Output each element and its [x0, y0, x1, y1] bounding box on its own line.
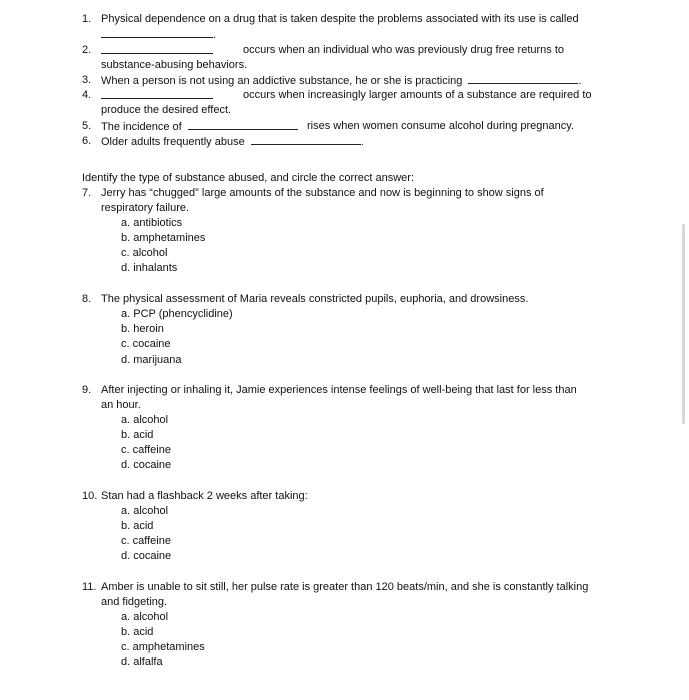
answer-blank[interactable] — [101, 43, 213, 54]
question-text-row — [101, 119, 298, 135]
answer-option[interactable]: b. amphetamines — [121, 232, 206, 244]
question-text: occurs when an individual who was previously drug free returns to — [243, 44, 564, 56]
answer-blank-row — [101, 27, 216, 43]
answer-option[interactable]: d. alfalfa — [121, 656, 163, 668]
question-text-row — [101, 134, 364, 150]
question-text: rises when women consume alcohol during pregnancy. — [307, 120, 574, 132]
answer-blank[interactable] — [101, 88, 213, 99]
question-text: Amber is unable to sit still, her pulse rate is greater than 120 beats/min, and she is constantly talking — [101, 581, 589, 593]
question-number: 10. — [82, 490, 98, 502]
question-text: The physical assessment of Maria reveals constricted pupils, euphoria, and drowsiness. — [101, 293, 529, 305]
question-text: After injecting or inhaling it, Jamie experiences intense feelings of well-being that last for less than — [101, 384, 577, 396]
instructions: Identify the type of substance abused, and circle the correct answer: — [82, 172, 415, 184]
question-text: Stan had a flashback 2 weeks after taking: — [101, 490, 308, 502]
answer-option[interactable]: a. alcohol — [121, 505, 169, 517]
answer-option[interactable]: b. heroin — [121, 323, 164, 335]
question-text-continued: respiratory failure. — [101, 202, 190, 214]
answer-option[interactable]: a. alcohol — [121, 611, 169, 623]
question-number: 3. — [82, 74, 92, 86]
question-number: 2. — [82, 44, 92, 56]
question-text: When a person is not using an addictive substance, he or she is practicing — [101, 75, 463, 87]
question-number: 5. — [82, 120, 92, 132]
question-number: 4. — [82, 89, 92, 101]
answer-blank[interactable] — [468, 73, 578, 84]
question-number: 8. — [82, 293, 92, 305]
question-number: 7. — [82, 187, 92, 199]
answer-option[interactable]: b. acid — [121, 520, 154, 532]
punctuation: . — [578, 75, 582, 87]
answer-option[interactable]: d. inhalants — [121, 262, 178, 274]
question-number: 1. — [82, 13, 92, 25]
answer-blank[interactable] — [101, 27, 213, 38]
question-text-row — [101, 43, 213, 59]
question-text: Jerry has “chugged” large amounts of the substance and now is beginning to show signs of — [101, 187, 544, 199]
answer-option[interactable]: c. caffeine — [121, 535, 171, 547]
answer-blank[interactable] — [251, 134, 361, 145]
answer-option[interactable]: b. acid — [121, 626, 154, 638]
answer-option[interactable]: c. cocaine — [121, 338, 171, 350]
scrollbar[interactable] — [682, 224, 685, 424]
answer-option[interactable]: c. amphetamines — [121, 641, 205, 653]
answer-option[interactable]: d. cocaine — [121, 459, 172, 471]
question-text-row — [101, 88, 213, 104]
answer-option[interactable]: d. marijuana — [121, 354, 182, 366]
answer-option[interactable]: c. caffeine — [121, 444, 171, 456]
punctuation: . — [213, 29, 217, 41]
punctuation: . — [360, 136, 364, 148]
question-text-row — [101, 73, 582, 89]
question-text-continued: produce the desired effect. — [101, 104, 232, 116]
answer-blank[interactable] — [188, 119, 298, 130]
answer-option[interactable]: d. cocaine — [121, 550, 172, 562]
question-text: The incidence of — [101, 121, 182, 133]
answer-option[interactable]: a. antibiotics — [121, 217, 183, 229]
question-number: 9. — [82, 384, 92, 396]
question-text-continued: an hour. — [101, 399, 141, 411]
question-text: Physical dependence on a drug that is taken despite the problems associated with its use is called — [101, 13, 579, 25]
answer-option[interactable]: a. alcohol — [121, 414, 169, 426]
question-number: 6. — [82, 135, 92, 147]
answer-option[interactable]: c. alcohol — [121, 247, 168, 259]
answer-option[interactable]: a. PCP (phencyclidine) — [121, 308, 233, 320]
question-text-continued: substance-abusing behaviors. — [101, 59, 248, 71]
answer-option[interactable]: b. acid — [121, 429, 154, 441]
question-number: 11. — [82, 581, 97, 593]
question-text: Older adults frequently abuse — [101, 136, 245, 148]
question-text-continued: and fidgeting. — [101, 596, 168, 608]
question-text: occurs when increasingly larger amounts of a substance are required to — [243, 89, 592, 101]
